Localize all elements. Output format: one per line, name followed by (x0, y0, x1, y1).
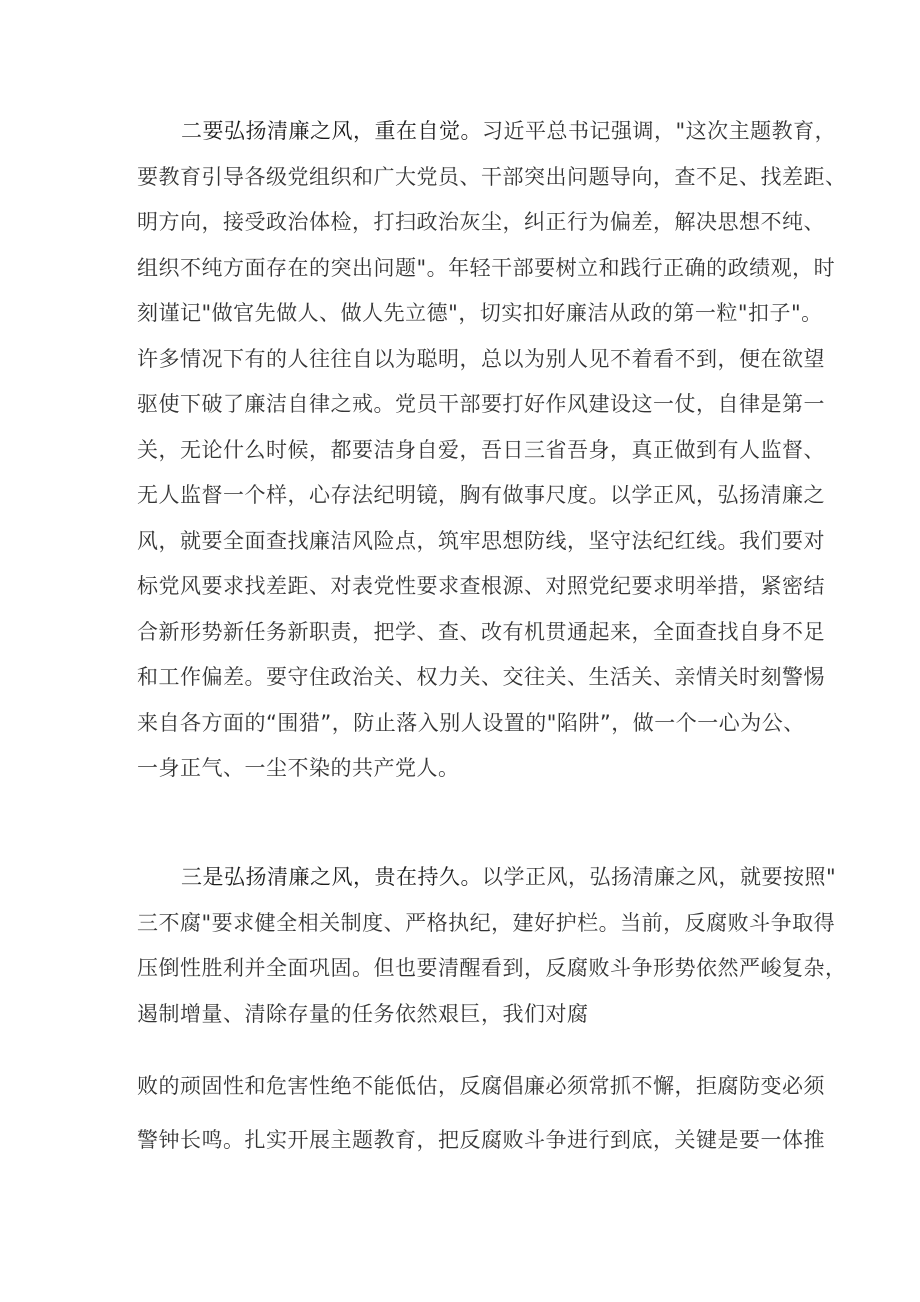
paragraph-1-line-14: 来自各方面的“围猎”，防止落入别人设置的"陷阱”，做一个一心为公、 (137, 711, 805, 735)
paragraph-1-line-7: 驱使下破了廉洁自律之戒。党员干部要打好作风建设这一仗，自律是第一 (137, 392, 825, 416)
paragraph-1-line-9: 无人监督一个样，心存法纪明镜，胸有做事尺度。以学正风，弘扬清廉之 (137, 483, 825, 507)
paragraph-1-text: 习近平总书记强调，"这次主题教育， (482, 119, 837, 143)
paragraph-2-text: 以学正风，弘扬清廉之风，就要按照" (482, 865, 837, 889)
paragraph-1-line-8: 关，无论什么时候，都要洁身自爱，吾日三省吾身，真正做到有人监督、 (137, 438, 825, 462)
paragraph-1-line-10: 风，就要全面查找廉洁风险点，筑牢思想防线，坚守法纪红线。我们要对 (137, 529, 825, 553)
paragraph-1-line-1 (0, 111, 920, 151)
paragraph-2-line-3: 压倒性胜利并全面巩固。但也要清醒看到，反腐败斗争形势依然严峻复杂， (137, 956, 847, 980)
paragraph-2-line-4: 遏制增量、清除存量的任务依然艰巨，我们对腐 (137, 1002, 589, 1026)
paragraph-3-line-2: 警钟长鸣。扎实开展主题教育，把反腐败斗争进行到底，关键是要一体推 (137, 1128, 825, 1152)
paragraph-1-line-6: 许多情况下有的人往往自以为聪明，总以为别人见不着看不到，便在欲望 (137, 347, 825, 371)
paragraph-3-line-1: 败的顽固性和危害性绝不能低估，反腐倡廉必须常抓不懈，拒腐防变必须 (137, 1074, 825, 1098)
paragraph-2-lead: 三是弘扬清廉之风，贵在持久。 (181, 865, 482, 889)
paragraph-1-line-15: 一身正气、一尘不染的共产党人。 (137, 756, 460, 780)
paragraph-1-line-16 (0, 794, 920, 834)
paragraph-1-line-11: 标党风要求找差距、对表党性要求查根源、对照党纪要求明举措，紧密结 (137, 574, 825, 598)
paragraph-2-line-2: 三不腐"要求健全相关制度、严格执纪，建好护栏。当前，反腐败斗争取得 (137, 911, 836, 935)
paragraph-1-line-3: 明方向，接受政治体检，打扫政治灰尘，纠正行为偏差，解决思想不纯、 (137, 210, 825, 234)
paragraph-1-line-12: 合新形势新任务新职责，把学、查、改有机贯通起来，全面查找自身不足 (137, 620, 825, 644)
paragraph-2-line-1 (0, 857, 920, 897)
paragraph-1-line-4: 组织不纯方面存在的突出问题"。年轻干部要树立和践行正确的政绩观，时 (137, 256, 836, 280)
paragraph-1-line-13: 和工作偏差。要守住政治关、权力关、交往关、生活关、亲情关时刻警惕 (137, 665, 825, 689)
paragraph-1-lead: 二要弘扬清廉之风，重在自觉。 (181, 119, 482, 143)
paragraph-1-line-5: 刻谨记"做官先做人、做人先立德"，切实扣好廉洁从政的第一粒"扣子"。 (137, 301, 823, 325)
paragraph-1-line-2: 要教育引导各级党组织和广大党员、干部突出问题导向，查不足、找差距、 (137, 165, 847, 189)
